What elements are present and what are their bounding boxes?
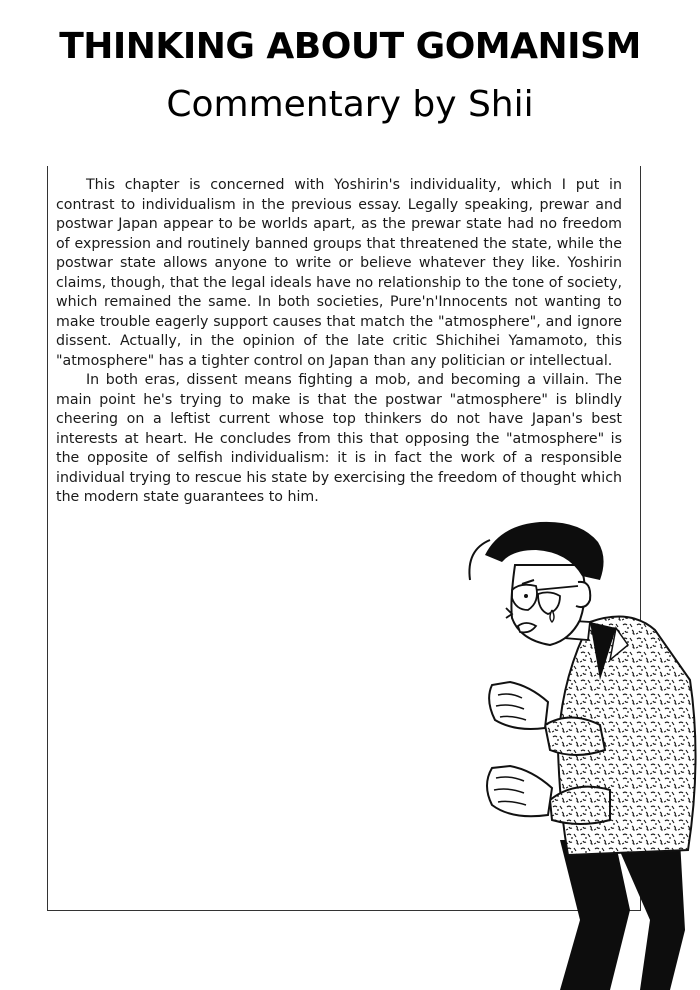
page-subtitle: Commentary by Shii — [166, 84, 534, 125]
commentary-body — [56, 176, 622, 508]
paragraph-2: In both eras, dissent means fighting a mob, and becoming a villain. The main point he's trying to make is that the postwar "atmosphere" is blindly cheering on a leftist current whose top thinkers do not have Japan's best interests at heart. He concludes from this that opposing the "atmosphere" is the opposite of selfish individualism: it is in fact the work of a responsible individual trying to rescue his state by exercising the freedom of thought which the modern state guarantees to him. — [56, 372, 622, 505]
page-title: THINKING ABOUT GOMANISM — [59, 26, 641, 67]
paragraph-1: This chapter is concerned with Yoshirin's individuality, which I put in contrast to individualism in the previous essay. Legally speaking, prewar and postwar Japan appear to be worlds apart, as the prewar state had no freedom of expression and routinely banned groups that threatened the state, while the postwar state allows anyone to write or believe whatever they like. Yoshirin claims, though, that the legal ideals have no relationship to the tone of society, which remained the same. In both societies, Pure'n'Innocents not wanting to make trouble eagerly support causes that match the "atmosphere", and ignore dissent. Actually, in the opinion of the late critic Shichihei Yamamoto, this "atmosphere" has a tighter control on Japan than any politician or intellectual. — [56, 177, 622, 369]
manga-character-illustration — [440, 510, 700, 990]
